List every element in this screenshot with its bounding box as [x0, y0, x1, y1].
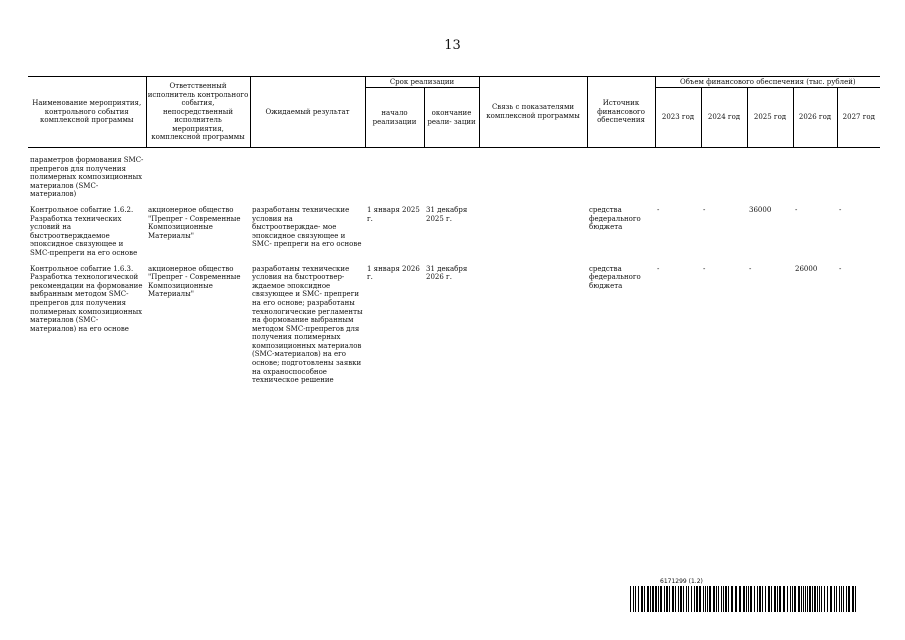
header-year-2026: 2026 год [793, 88, 837, 148]
row-name: параметров формования SMC-препрегов для получения полимерных композиционных материалов (SMC-материалов) [30, 156, 144, 199]
page-number: 13 [444, 38, 461, 53]
row-result: разработаны технические условия на быстроотвер- ждаемое эпоксидное связующее и SMC- препреги на его основе; разработаны технологические регламенты на формование выбранным методом SMC-препрегов для получения полимерных композиционных материалов (SMC-материалов) на его основе; подготовлены заявки на охраноспособное техническое решение [252, 264, 363, 385]
table-row [28, 206, 880, 258]
table-row [28, 156, 880, 199]
header-funding: Объем финансового обеспечения (тыс. рублей) [655, 77, 880, 88]
barcode-image [630, 586, 858, 612]
row-y2025: - [749, 264, 752, 273]
header-year-2025: 2025 год [747, 88, 793, 148]
row-y2024 [701, 156, 747, 199]
row-source [587, 156, 655, 199]
row-y2024: - [703, 205, 706, 214]
row-y2027: - [839, 264, 842, 273]
header-year-2023: 2023 год [655, 88, 701, 148]
row-y2026: 26000 [795, 264, 818, 273]
row-y2025 [747, 156, 793, 199]
header-start: начало реализации [365, 88, 424, 148]
row-start: 1 января 2025 г. [367, 205, 420, 223]
row-link [479, 156, 587, 199]
table-row [28, 265, 880, 385]
row-end: 31 декабря 2025 г. [426, 205, 468, 223]
row-result: разработаны технические условия на быстроотверждае- мое эпоксидное связующее и SMC- препреги на его основе [252, 205, 362, 249]
row-name: Контрольное событие 1.6.2. Разработка технических условий на быстроотверждаемое эпоксидное связующее и SMC-препреги на его основе [30, 205, 138, 257]
row-source: средства федерального бюджета [589, 205, 641, 232]
row-link [479, 265, 587, 385]
row-start [365, 156, 424, 199]
plan-table [28, 76, 880, 385]
row-y2026 [793, 156, 837, 199]
row-y2026: - [795, 205, 798, 214]
barcode-number: 6171299 (1.2) [660, 578, 703, 585]
row-result [250, 156, 365, 199]
row-link [479, 206, 587, 258]
row-y2023: - [657, 205, 660, 214]
row-end: 31 декабря 2026 г. [426, 264, 468, 282]
row-executor: акционерное общество "Препрег - Современные Композиционные Материалы" [148, 264, 241, 299]
row-name: Контрольное событие 1.6.3. Разработка технологической рекомендации на формование выбранным методом SMC-препрегов для получения полимерных композиционных материалов (SMC-материалов) на его основе [30, 264, 143, 333]
row-y2023: - [657, 264, 660, 273]
row-y2027: - [839, 205, 842, 214]
header-result: Ожидаемый результат [250, 77, 365, 148]
row-y2024: - [703, 264, 706, 273]
row-start: 1 января 2026 г. [367, 264, 420, 282]
header-end: окончание реали- зации [424, 88, 479, 148]
row-executor [146, 156, 250, 199]
row-source: средства федерального бюджета [589, 264, 641, 290]
header-year-2027: 2027 год [837, 88, 880, 148]
header-year-2024: 2024 год [701, 88, 747, 148]
header-executor: Ответственный исполнитель контрольного события, непосредственный исполнитель мероприятия, комплексной программы [146, 77, 250, 148]
header-period: Срок реализации [365, 77, 479, 88]
header-link: Связь с показателями комплексной программы [479, 77, 587, 148]
row-y2027 [837, 156, 880, 199]
row-y2025: 36000 [749, 205, 772, 214]
row-y2023 [655, 156, 701, 199]
row-executor: акционерное общество "Препрег - Современные Композиционные Материалы" [148, 205, 241, 240]
header-source: Источник финансового обеспечения [587, 77, 655, 148]
header-name: Наименование мероприятия, контрольного события комплексной программы [28, 77, 146, 148]
row-end [424, 156, 479, 199]
